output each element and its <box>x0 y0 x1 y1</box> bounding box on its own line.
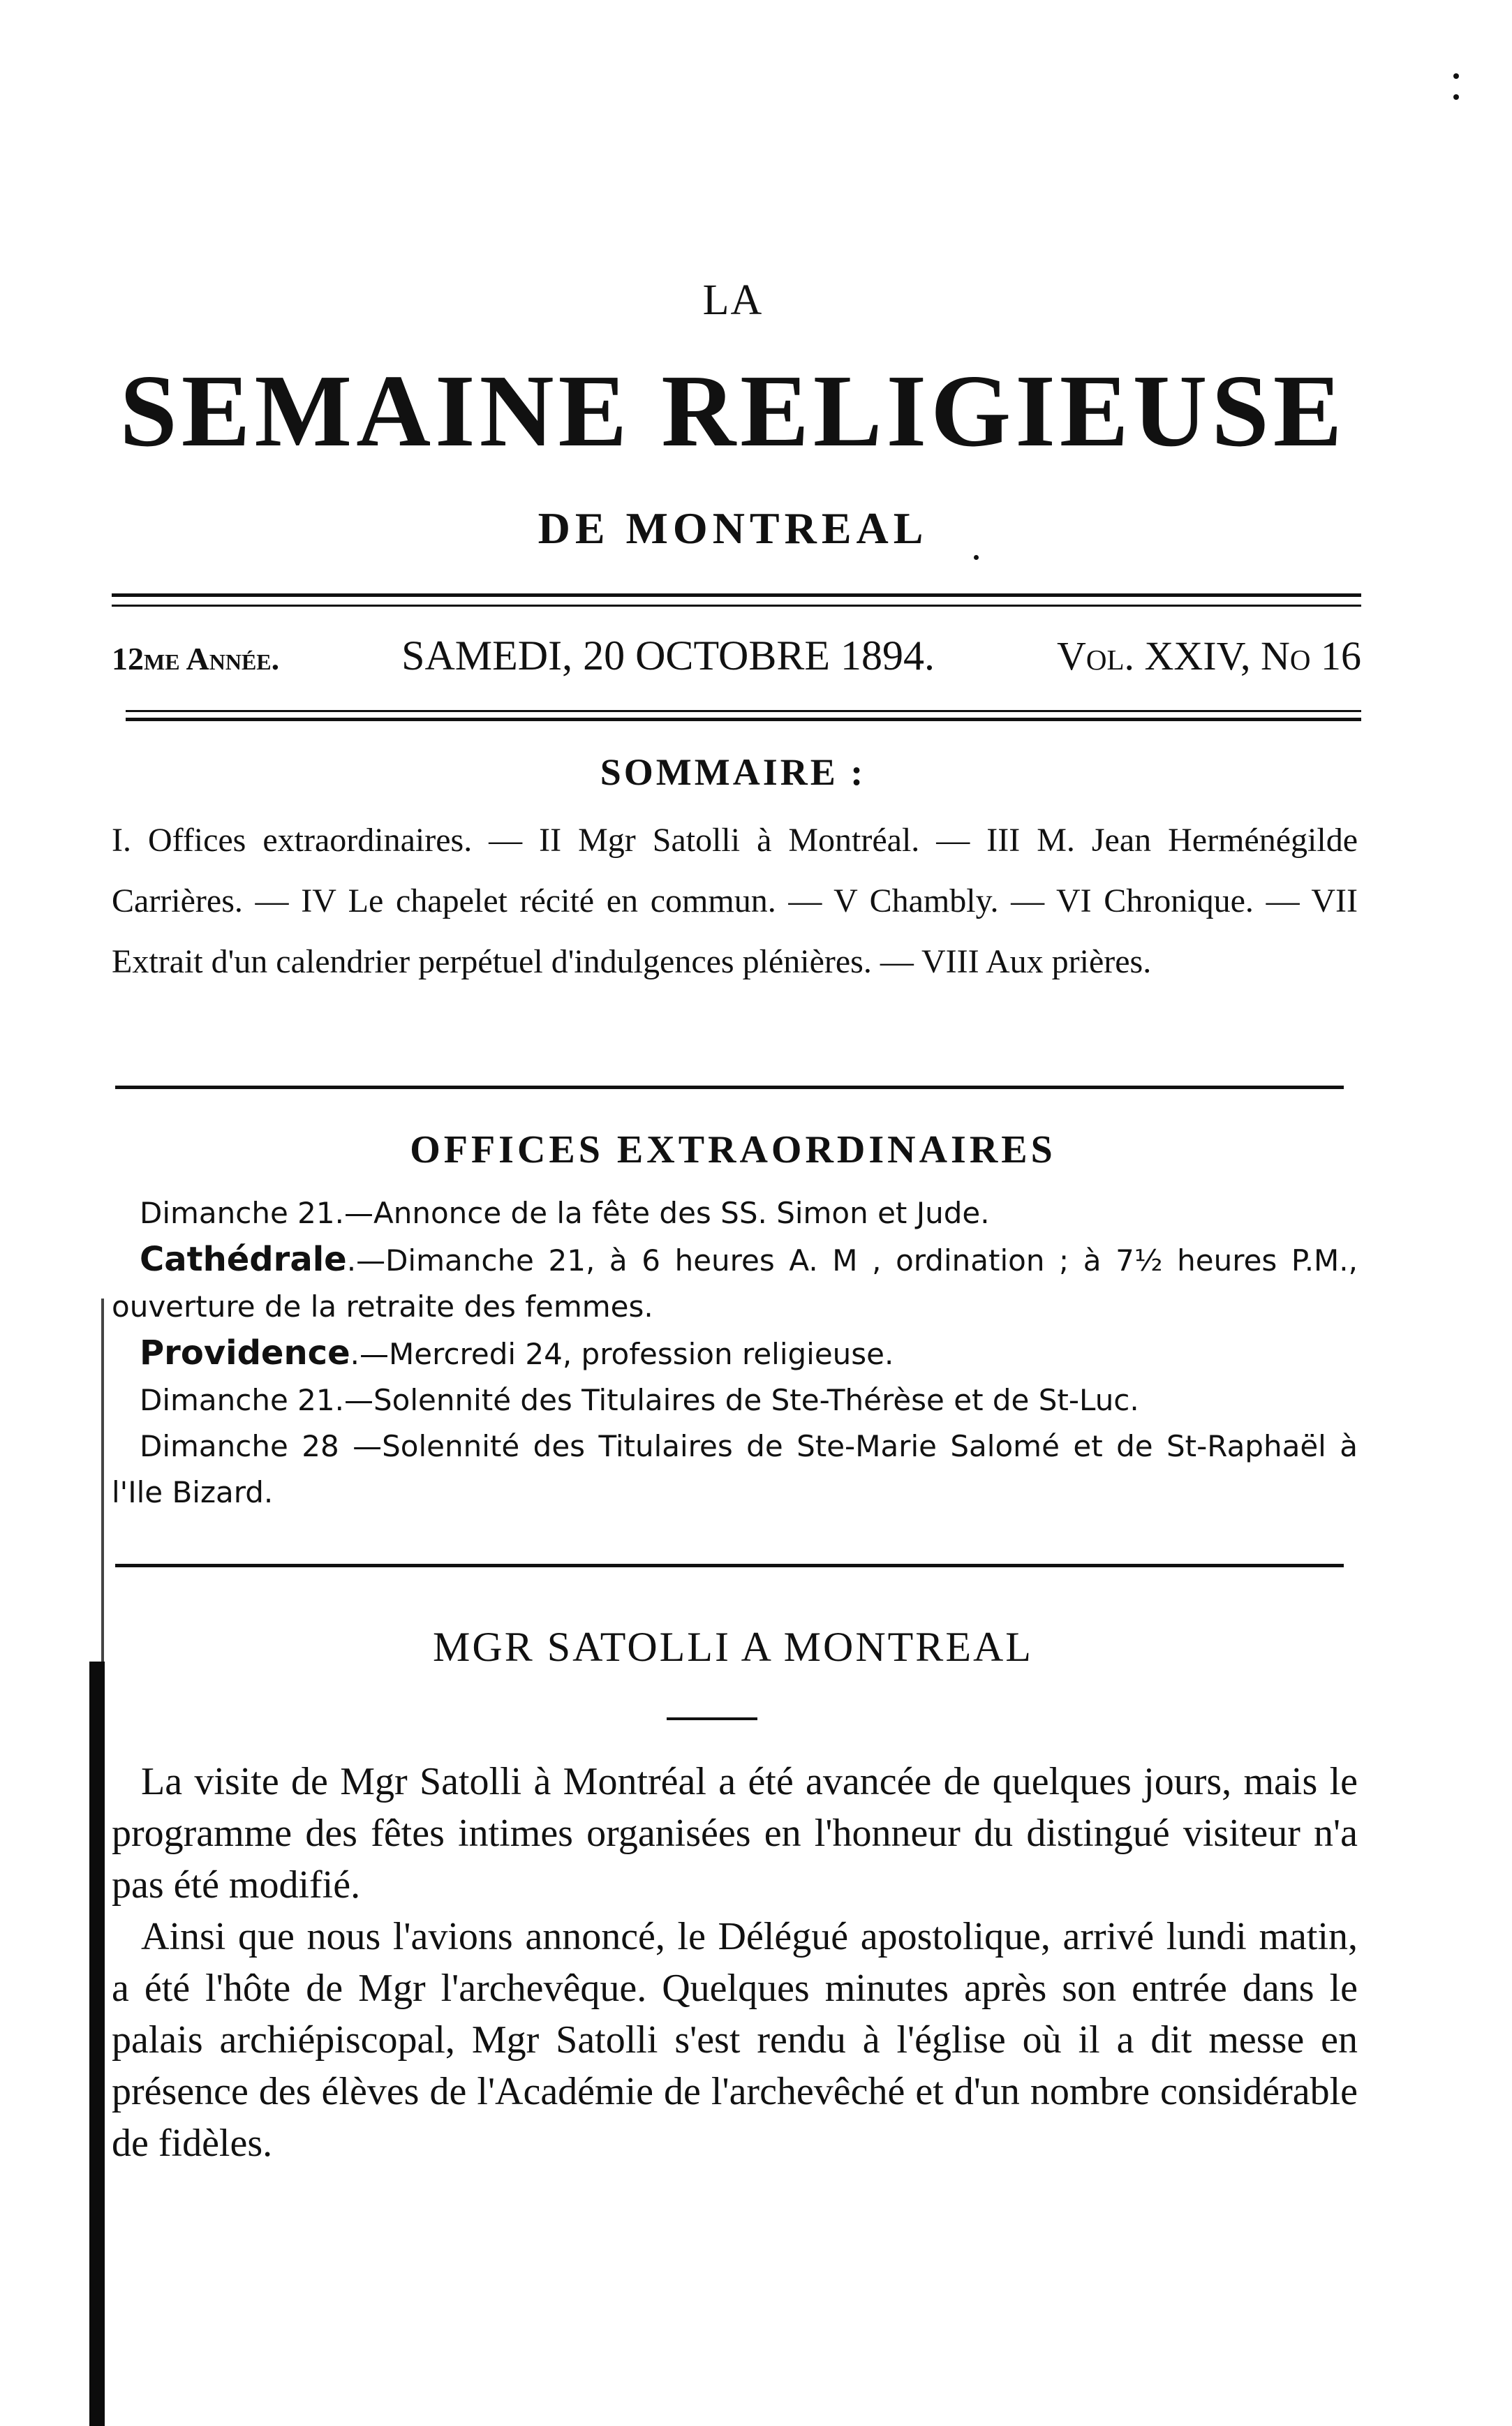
office-entry <box>112 1423 1358 1516</box>
offices-list <box>112 1190 1358 1516</box>
article-body <box>112 1756 1358 2169</box>
office-entry-text: .—Mercredi 24, profession religieuse. <box>350 1337 894 1371</box>
issue-volume: Vol. XXIV, No 16 <box>1056 633 1361 679</box>
print-speck <box>1453 94 1459 100</box>
office-entry <box>112 1330 1358 1377</box>
section-rule <box>115 1086 1344 1089</box>
office-entry-lead: Providence <box>140 1333 350 1373</box>
office-entry <box>112 1377 1358 1423</box>
issue-year: 12me Année. <box>112 641 280 676</box>
issue-date: SAMEDI, 20 OCTOBRE 1894. <box>401 633 935 679</box>
office-entry <box>112 1190 1358 1236</box>
office-entry-text: Dimanche 21.—Solennité des Titulaires de Ste-Thérèse et de St-Luc. <box>140 1383 1139 1417</box>
sommaire-heading: SOMMAIRE : <box>600 751 866 793</box>
double-rule-bottom-inner <box>126 718 1361 721</box>
binding-shadow <box>101 1299 104 1662</box>
binding-edge <box>89 1662 105 2426</box>
article-paragraph: La visite de Mgr Satolli à Montréal a été avancée de quelques jours, mais le programme des fêtes intimes organisées en l'honneur du distingué visiteur n'a pas été modifié. <box>112 1760 1358 1907</box>
office-entry-text: Dimanche 28 —Solennité des Titulaires de Ste-Marie Salomé et de St-Raphaël à l'Ile Bizard. <box>112 1429 1358 1509</box>
offices-heading: OFFICES EXTRAORDINAIRES <box>410 1128 1056 1171</box>
office-entry-text: Dimanche 21.—Annonce de la fête des SS. Simon et Jude. <box>140 1196 990 1230</box>
office-entry-text: .—Dimanche 21, à 6 heures A. M , ordination ; à 7½ heures P.M., ouverture de la retraite des femmes. <box>112 1243 1358 1324</box>
masthead-article: LA <box>702 276 764 324</box>
office-entry-lead: Cathédrale <box>140 1240 347 1279</box>
title-underline <box>667 1717 757 1720</box>
office-entry <box>112 1236 1358 1330</box>
article-heading: MGR SATOLLI A MONTREAL <box>433 1624 1033 1670</box>
masthead-subtitle: DE MONTREAL <box>538 503 928 553</box>
double-rule-top-inner <box>112 605 1361 607</box>
double-rule-top <box>112 593 1361 597</box>
sommaire-text: I. Offices extraordinaires. — II Mgr Satolli à Montréal. — III M. Jean Herménégilde Carrières. — IV Le chapelet récité en commun. — V Chambly. — VI Chronique. — VII Extrait d'un calendrier perpétuel d'indulgences plénières. — VIII Aux prières. <box>112 822 1358 980</box>
print-speck <box>974 555 979 560</box>
masthead-title: SEMAINE RELIGIEUSE <box>119 354 1347 468</box>
article-paragraph: Ainsi que nous l'avions annoncé, le Délégué apostolique, arrivé lundi matin, a été l'hôte de Mgr l'archevêque. Quelques minutes après son entrée dans le palais archiépiscopal, Mgr Satolli s'est rendu à l'église où il a dit messe en présence des élèves de l'Académie de l'archevêché et d'un nombre considérable de fidèles. <box>112 1915 1358 2165</box>
double-rule-bottom <box>126 710 1361 712</box>
section-rule <box>115 1564 1344 1567</box>
issue-line <box>112 632 1361 688</box>
print-speck <box>1453 73 1459 79</box>
